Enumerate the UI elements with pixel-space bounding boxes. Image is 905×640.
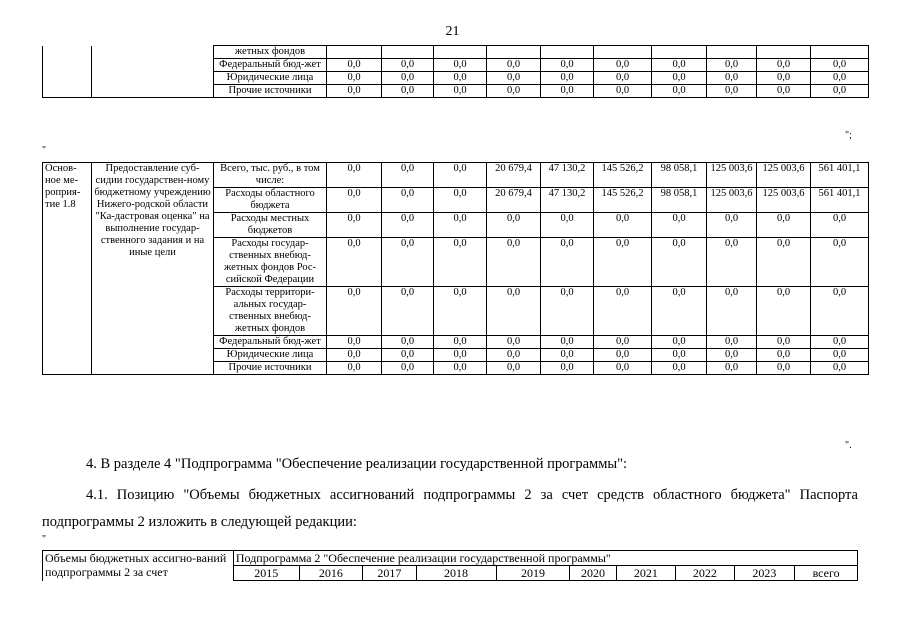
source-cell: Федеральный бюд-жет (214, 59, 327, 72)
value-cell: 0,0 (434, 188, 487, 213)
value-cell: 0,0 (487, 85, 541, 98)
source-cell: Расходы территори-альных государ-ственных внебюд-жетных фондов (214, 287, 327, 336)
value-cell: 0,0 (707, 213, 757, 238)
value-cell (757, 46, 811, 59)
value-cell: 0,0 (757, 336, 811, 349)
value-cell: 0,0 (652, 238, 707, 287)
value-cell: 0,0 (652, 336, 707, 349)
value-cell: 0,0 (811, 59, 869, 72)
bottom-header: Подпрограмма 2 "Обеспечение реализации государственной программы" (233, 551, 857, 566)
value-cell: 0,0 (594, 349, 652, 362)
value-cell: 0,0 (487, 72, 541, 85)
quote-close-2: ". (845, 440, 852, 451)
value-cell: 561 401,1 (811, 163, 869, 188)
value-cell (652, 46, 707, 59)
value-cell: 0,0 (327, 336, 382, 349)
source-cell: Всего, тыс. руб., в том числе: (214, 163, 327, 188)
value-cell: 0,0 (541, 72, 594, 85)
value-cell: 0,0 (652, 59, 707, 72)
value-cell: 0,0 (811, 72, 869, 85)
table-row (43, 85, 869, 98)
empty-cell (43, 85, 92, 98)
value-cell: 0,0 (382, 238, 434, 287)
value-cell: 0,0 (757, 362, 811, 375)
value-cell: 20 679,4 (487, 188, 541, 213)
value-cell: 0,0 (487, 349, 541, 362)
value-cell: 0,0 (541, 336, 594, 349)
value-cell: 0,0 (327, 188, 382, 213)
value-cell: 145 526,2 (594, 163, 652, 188)
source-cell: Расходы государ-ственных внебюд-жетных фондов Рос-сийской Федерации (214, 238, 327, 287)
value-cell: 0,0 (487, 287, 541, 336)
value-cell: 0,0 (757, 238, 811, 287)
value-cell: 0,0 (594, 213, 652, 238)
value-cell: 0,0 (382, 336, 434, 349)
source-cell: Юридические лица (214, 72, 327, 85)
year-cell: 2022 (676, 566, 734, 581)
value-cell: 0,0 (707, 362, 757, 375)
value-cell: 98 058,1 (652, 163, 707, 188)
value-cell: 0,0 (327, 287, 382, 336)
value-cell: 0,0 (434, 349, 487, 362)
empty-cell (92, 72, 214, 85)
value-cell: 0,0 (594, 85, 652, 98)
value-cell: 0,0 (434, 163, 487, 188)
value-cell: 0,0 (382, 287, 434, 336)
table-bottom (42, 550, 858, 581)
value-cell: 0,0 (811, 349, 869, 362)
empty-cell (43, 72, 92, 85)
value-cell: 0,0 (382, 72, 434, 85)
table-top (42, 45, 869, 98)
value-cell: 0,0 (541, 287, 594, 336)
year-cell: 2018 (416, 566, 496, 581)
value-cell: 0,0 (594, 336, 652, 349)
empty-cell (92, 59, 214, 72)
value-cell: 0,0 (541, 349, 594, 362)
value-cell: 0,0 (757, 85, 811, 98)
source-cell: Федеральный бюд-жет (214, 336, 327, 349)
table-row (43, 163, 869, 188)
year-cell: 2016 (299, 566, 363, 581)
value-cell (594, 46, 652, 59)
value-cell: 0,0 (327, 163, 382, 188)
value-cell: 0,0 (487, 336, 541, 349)
value-cell (707, 46, 757, 59)
value-cell: 0,0 (541, 85, 594, 98)
value-cell: 0,0 (707, 72, 757, 85)
value-cell: 125 003,6 (707, 163, 757, 188)
value-cell: 0,0 (327, 213, 382, 238)
value-cell: 0,0 (707, 59, 757, 72)
value-cell: 0,0 (757, 213, 811, 238)
value-cell: 0,0 (652, 349, 707, 362)
value-cell: 0,0 (382, 163, 434, 188)
value-cell: 0,0 (487, 59, 541, 72)
source-cell: жетных фондов (214, 46, 327, 59)
value-cell: 0,0 (541, 362, 594, 375)
year-cell: 2015 (233, 566, 299, 581)
table-row (43, 72, 869, 85)
value-cell: 0,0 (487, 362, 541, 375)
value-cell (382, 46, 434, 59)
value-cell: 0,0 (327, 349, 382, 362)
value-cell (434, 46, 487, 59)
value-cell: 125 003,6 (757, 188, 811, 213)
value-cell: 0,0 (652, 213, 707, 238)
year-cell: 2019 (496, 566, 570, 581)
value-cell: 0,0 (434, 72, 487, 85)
value-cell: 0,0 (541, 59, 594, 72)
value-cell: 0,0 (811, 85, 869, 98)
year-cell: 2021 (616, 566, 676, 581)
year-cell: 2017 (363, 566, 416, 581)
value-cell: 0,0 (327, 362, 382, 375)
empty-cell (92, 85, 214, 98)
value-cell: 0,0 (327, 59, 382, 72)
value-cell: 0,0 (382, 213, 434, 238)
year-cell: 2023 (734, 566, 795, 581)
value-cell: 0,0 (434, 59, 487, 72)
value-cell: 125 003,6 (707, 188, 757, 213)
value-cell: 0,0 (382, 362, 434, 375)
source-cell: Прочие источники (214, 85, 327, 98)
value-cell: 0,0 (327, 85, 382, 98)
bottom-label: Объемы бюджетных ассигно-ваний подпрограммы 2 за счет (43, 551, 234, 581)
value-cell (487, 46, 541, 59)
value-cell (327, 46, 382, 59)
year-cell: 2020 (570, 566, 616, 581)
value-cell: 98 058,1 (652, 188, 707, 213)
value-cell: 0,0 (541, 213, 594, 238)
value-cell: 0,0 (434, 213, 487, 238)
value-cell: 0,0 (707, 336, 757, 349)
paragraph-1: 4. В разделе 4 "Подпрограмма "Обеспечение реализации государственной программы": (86, 456, 628, 472)
value-cell: 0,0 (434, 85, 487, 98)
value-cell: 0,0 (594, 72, 652, 85)
value-cell: 0,0 (434, 362, 487, 375)
value-cell: 0,0 (327, 72, 382, 85)
value-cell: 0,0 (811, 238, 869, 287)
value-cell (811, 46, 869, 59)
value-cell: 0,0 (652, 287, 707, 336)
value-cell: 47 130,2 (541, 188, 594, 213)
quote-open-1: " (42, 145, 47, 156)
value-cell: 0,0 (811, 213, 869, 238)
value-cell: 0,0 (382, 59, 434, 72)
value-cell: 0,0 (811, 336, 869, 349)
value-cell: 0,0 (487, 238, 541, 287)
source-cell: Юридические лица (214, 349, 327, 362)
value-cell: 125 003,6 (757, 163, 811, 188)
source-cell: Расходы областного бюджета (214, 188, 327, 213)
quote-close-1: "; (845, 130, 852, 141)
paragraph-2: 4.1. Позицию "Объемы бюджетных ассигнований подпрограммы 2 за счет средств областного бюджета" Паспорта подпрограммы 2 изложить в следующей редакции: (42, 487, 858, 530)
value-cell: 0,0 (434, 238, 487, 287)
measure-cell: Основ-ное ме-роприя-тие 1.8 (43, 163, 92, 375)
value-cell: 0,0 (757, 349, 811, 362)
value-cell (541, 46, 594, 59)
table-row (43, 46, 869, 59)
empty-cell (43, 46, 92, 59)
table-main (42, 162, 869, 375)
value-cell: 0,0 (652, 362, 707, 375)
value-cell: 0,0 (652, 72, 707, 85)
value-cell: 0,0 (811, 287, 869, 336)
value-cell: 561 401,1 (811, 188, 869, 213)
value-cell: 0,0 (382, 349, 434, 362)
value-cell: 0,0 (594, 362, 652, 375)
value-cell: 0,0 (757, 72, 811, 85)
value-cell: 0,0 (594, 59, 652, 72)
value-cell: 0,0 (594, 287, 652, 336)
value-cell: 0,0 (434, 336, 487, 349)
value-cell: 0,0 (487, 213, 541, 238)
value-cell: 0,0 (327, 238, 382, 287)
value-cell: 47 130,2 (541, 163, 594, 188)
value-cell: 0,0 (707, 238, 757, 287)
empty-cell (92, 46, 214, 59)
value-cell: 0,0 (434, 287, 487, 336)
value-cell: 0,0 (382, 85, 434, 98)
value-cell: 0,0 (757, 287, 811, 336)
year-cell: всего (795, 566, 858, 581)
value-cell: 0,0 (652, 85, 707, 98)
page-number: 21 (445, 24, 460, 39)
value-cell: 0,0 (707, 349, 757, 362)
value-cell: 0,0 (382, 188, 434, 213)
value-cell: 145 526,2 (594, 188, 652, 213)
value-cell: 0,0 (757, 59, 811, 72)
value-cell: 20 679,4 (487, 163, 541, 188)
value-cell: 0,0 (811, 362, 869, 375)
quote-open-2: " (42, 534, 47, 545)
value-cell: 0,0 (707, 85, 757, 98)
value-cell: 0,0 (541, 238, 594, 287)
source-cell: Прочие источники (214, 362, 327, 375)
table-row (43, 59, 869, 72)
title-cell: Предоставление суб-сидии государствен-ному бюджетному учреждению Нижего-родской области "Ка-дастровая оценка" на выполнение государ-ственного задания и на иные цели (92, 163, 214, 375)
source-cell: Расходы местных бюджетов (214, 213, 327, 238)
empty-cell (43, 59, 92, 72)
value-cell: 0,0 (594, 238, 652, 287)
value-cell: 0,0 (707, 287, 757, 336)
